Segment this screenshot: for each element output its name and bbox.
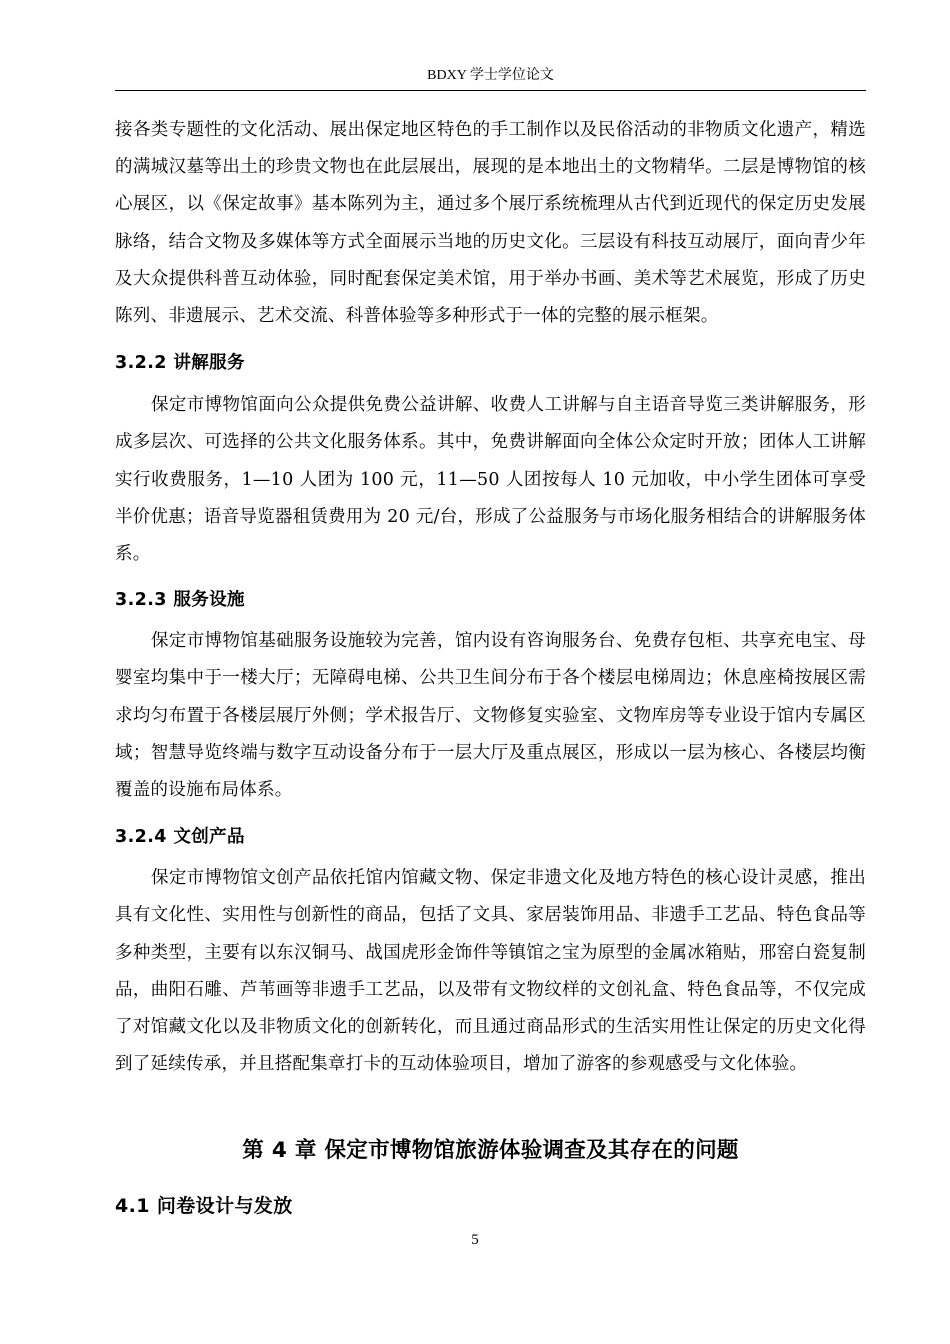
page-header-title: BDXY 学士学位论文 [427,68,554,83]
section-paragraph-3-2-3: 保定市博物馆基础服务设施较为完善，馆内设有咨询服务台、免费存包柜、共享充电宝、母婴室均集中于一楼大厅；无障碍电梯、公共卫生间分布于各个楼层电梯周边；休息座椅按展区需求均匀布置于各楼层展厅外侧；学术报告厅、文物修复实验室、文物库房等专业设于馆内专属区域；智慧导览终端与数字互动设备分布于一层大厅及重点展区，形成以一层为核心、各楼层均衡覆盖的设施布局体系。 [115,631,866,801]
page-number: 5 [471,1232,479,1248]
section-paragraph-3-2-2: 保定市博物馆面向公众提供免费公益讲解、收费人工讲解与自主语音导览三类讲解服务，形成多层次、可选择的公共文化服务体系。其中，免费讲解面向全体公众定时开放；团体人工讲解实行收费服务，1—10 人团为 100 元，11—50 人团按每人 10 元加收，中小学生团体可享受半价优惠；语音导览器租赁费用为 20 元/台，形成了公益服务与市场化服务相结合的讲解服务体系。 [115,395,866,565]
chapter-heading-4: 第 4 章 保定市博物馆旅游体验调查及其存在的问题 [242,1138,739,1164]
section-paragraph-3-2-4: 保定市博物馆文创产品依托馆内馆藏文物、保定非遗文化及地方特色的核心设计灵感，推出具有文化性、实用性与创新性的商品，包括了文具、家居装饰用品、非遗手工艺品、特色食品等多种类型，主要有以东汉铜马、战国虎形金饰件等镇馆之宝为原型的金属冰箱贴，邢窑白瓷复制品，曲阳石雕、芦苇画等非遗手工艺品，以及带有文物纹样的文创礼盒、特色食品等，不仅完成了对馆藏文化以及非物质文化的创新转化，而且通过商品形式的生活实用性让保定的历史文化得到了延续传承，并且搭配集章打卡的互动体验项目，增加了游客的参观感受与文化体验。 [115,868,866,1075]
document-body [115,112,866,1220]
section-heading-3-2-3: 3.2.3 服务设施 [115,590,245,611]
section-heading-3-2-2: 3.2.2 讲解服务 [115,353,245,374]
section-4-1-wrapper [115,1192,866,1220]
header-divider [115,90,866,91]
section-heading-4-1: 4.1 问卷设计与发放 [115,1195,293,1218]
intro-paragraph: 接各类专题性的文化活动、展出保定地区特色的手工制作以及民俗活动的非物质文化遗产，精选的满城汉墓等出土的珍贵文物也在此层展出，展现的是本地出土的文物精华。二层是博物馆的核心展区，以《保定故事》基本陈列为主，通过多个展厅系统梳理从古代到近现代的保定历史发展脉络，结合文物及多媒体等方式全面展示当地的历史文化。三层设有科技互动展厅，面向青少年及大众提供科普互动体验，同时配套保定美术馆，用于举办书画、美术等艺术展览，形成了历史陈列、非遗展示、艺术交流、科普体验等多种形式于一体的完整的展示框架。 [115,120,866,327]
section-heading-3-2-4: 3.2.4 文创产品 [115,827,245,848]
